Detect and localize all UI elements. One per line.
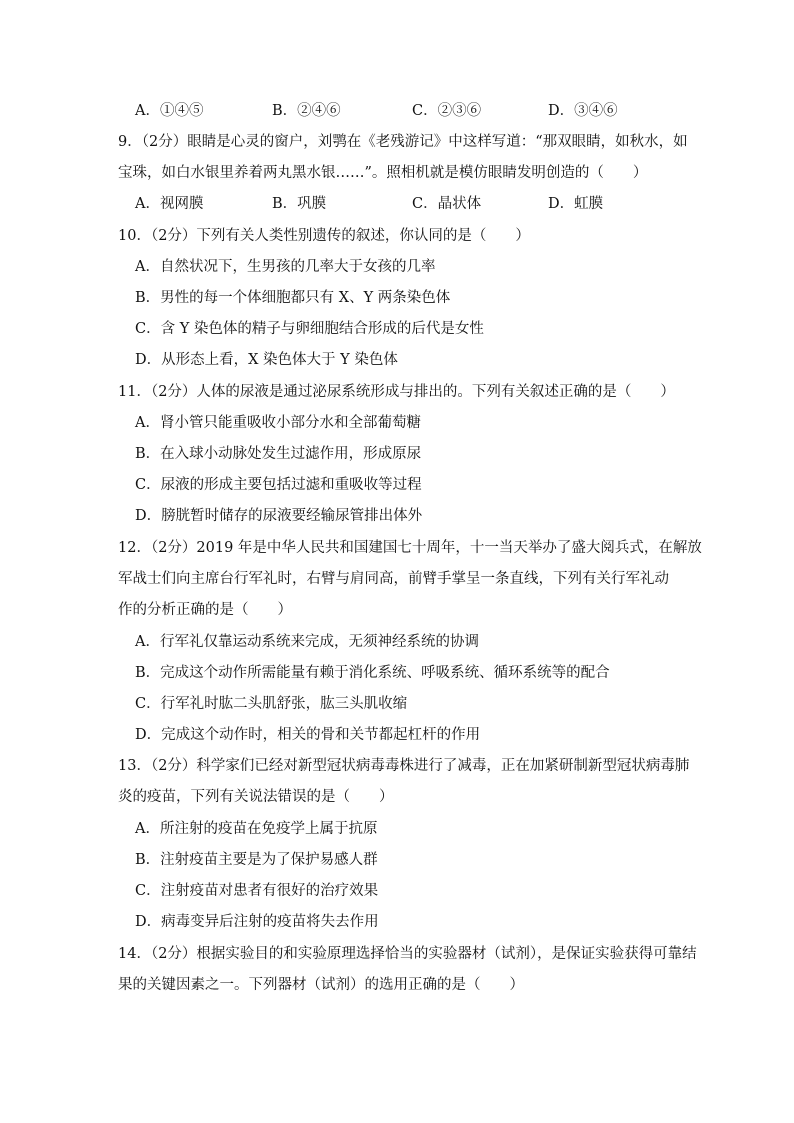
q12-option-b: B．完成这个动作所需能量有赖于消化系统、呼吸系统、循环系统等的配合: [135, 665, 610, 681]
q8-option-a: A．①④⑤: [135, 103, 204, 119]
q9-option-a: A．视网膜: [135, 196, 204, 212]
q12-option-c: C．行军礼时肱二头肌舒张，肱三头肌收缩: [135, 696, 408, 712]
q9-option-c: C．晶状体: [412, 196, 482, 212]
q9-stem-line2: 宝珠，如白水银里养着两丸黑水银……”。照相机就是模仿眼睛发明创造的（ ）: [118, 165, 648, 181]
q14-stem-line2: 果的关键因素之一。下列器材（试剂）的选用正确的是（ ）: [118, 977, 524, 993]
q13-option-c: C．注射疫苗对患者有很好的治疗效果: [135, 883, 379, 899]
q12-stem-line2: 军战士们向主席台行军礼时，右臂与肩同高，前臂手掌呈一条直线，下列有关行军礼动: [118, 571, 669, 587]
q10-option-c: C．含 Y 染色体的精子与卵细胞结合形成的后代是女性: [135, 321, 484, 337]
q11-option-c: C．尿液的形成主要包括过滤和重吸收等过程: [135, 477, 422, 493]
q11-option-d: D．膀胱暂时储存的尿液要经输尿管排出体外: [135, 508, 423, 524]
q13-stem-line1: 13．（2分）科学家们已经对新型冠状病毒毒株进行了减毒，正在加紧研制新型冠状病毒肺: [118, 758, 690, 774]
q9-option-b: B．巩膜: [272, 196, 327, 212]
q13-option-a: A．所注射的疫苗在免疫学上属于抗原: [135, 821, 378, 837]
q13-option-d: D．病毒变异后注射的疫苗将失去作用: [135, 914, 379, 930]
q12-option-d: D．完成这个动作时，相关的骨和关节都起杠杆的作用: [135, 727, 481, 743]
q9-option-d: D．虹膜: [548, 196, 604, 212]
q11-option-a: A．肾小管只能重吸收小部分水和全部葡萄糖: [135, 415, 421, 431]
q9-stem-line1: 9．（2分）眼睛是心灵的窗户，刘鹗在《老残游记》中这样写道：“那双眼睛，如秋水，如: [118, 134, 688, 150]
q10-stem: 10．（2分）下列有关人类性别遗传的叙述，你认同的是（ ）: [118, 228, 530, 244]
q8-option-b: B．②④⑥: [272, 103, 341, 119]
q11-option-b: B．在入球小动脉处发生过滤作用，形成原尿: [135, 446, 422, 462]
q10-option-d: D．从形态上看，X 染色体大于 Y 染色体: [135, 352, 398, 368]
q10-option-b: B．男性的每一个体细胞都只有 X、Y 两条染色体: [135, 290, 451, 306]
q13-option-b: B．注射疫苗主要是为了保护易感人群: [135, 852, 378, 868]
q8-option-d: D．③④⑥: [548, 103, 618, 119]
q10-option-a: A．自然状况下，生男孩的几率大于女孩的几率: [135, 259, 436, 275]
q8-option-c: C．②③⑥: [412, 103, 482, 119]
q14-stem-line1: 14．（2分）根据实验目的和实验原理选择恰当的实验器材（试剂），是保证实验获得可靠结: [118, 946, 697, 962]
q12-stem-line1: 12．（2分）2019 年是中华人民共和国建国七十周年，十一当天举办了盛大阅兵式，在解放: [118, 540, 702, 556]
q13-stem-line2: 炎的疫苗，下列有关说法错误的是（ ）: [118, 789, 394, 805]
q12-stem-line3: 作的分析正确的是（ ）: [118, 602, 292, 618]
q12-option-a: A．行军礼仅靠运动系统来完成，无须神经系统的协调: [135, 634, 479, 650]
q11-stem: 11．（2分）人体的尿液是通过泌尿系统形成与排出的。下列有关叙述正确的是（ ）: [118, 384, 675, 400]
